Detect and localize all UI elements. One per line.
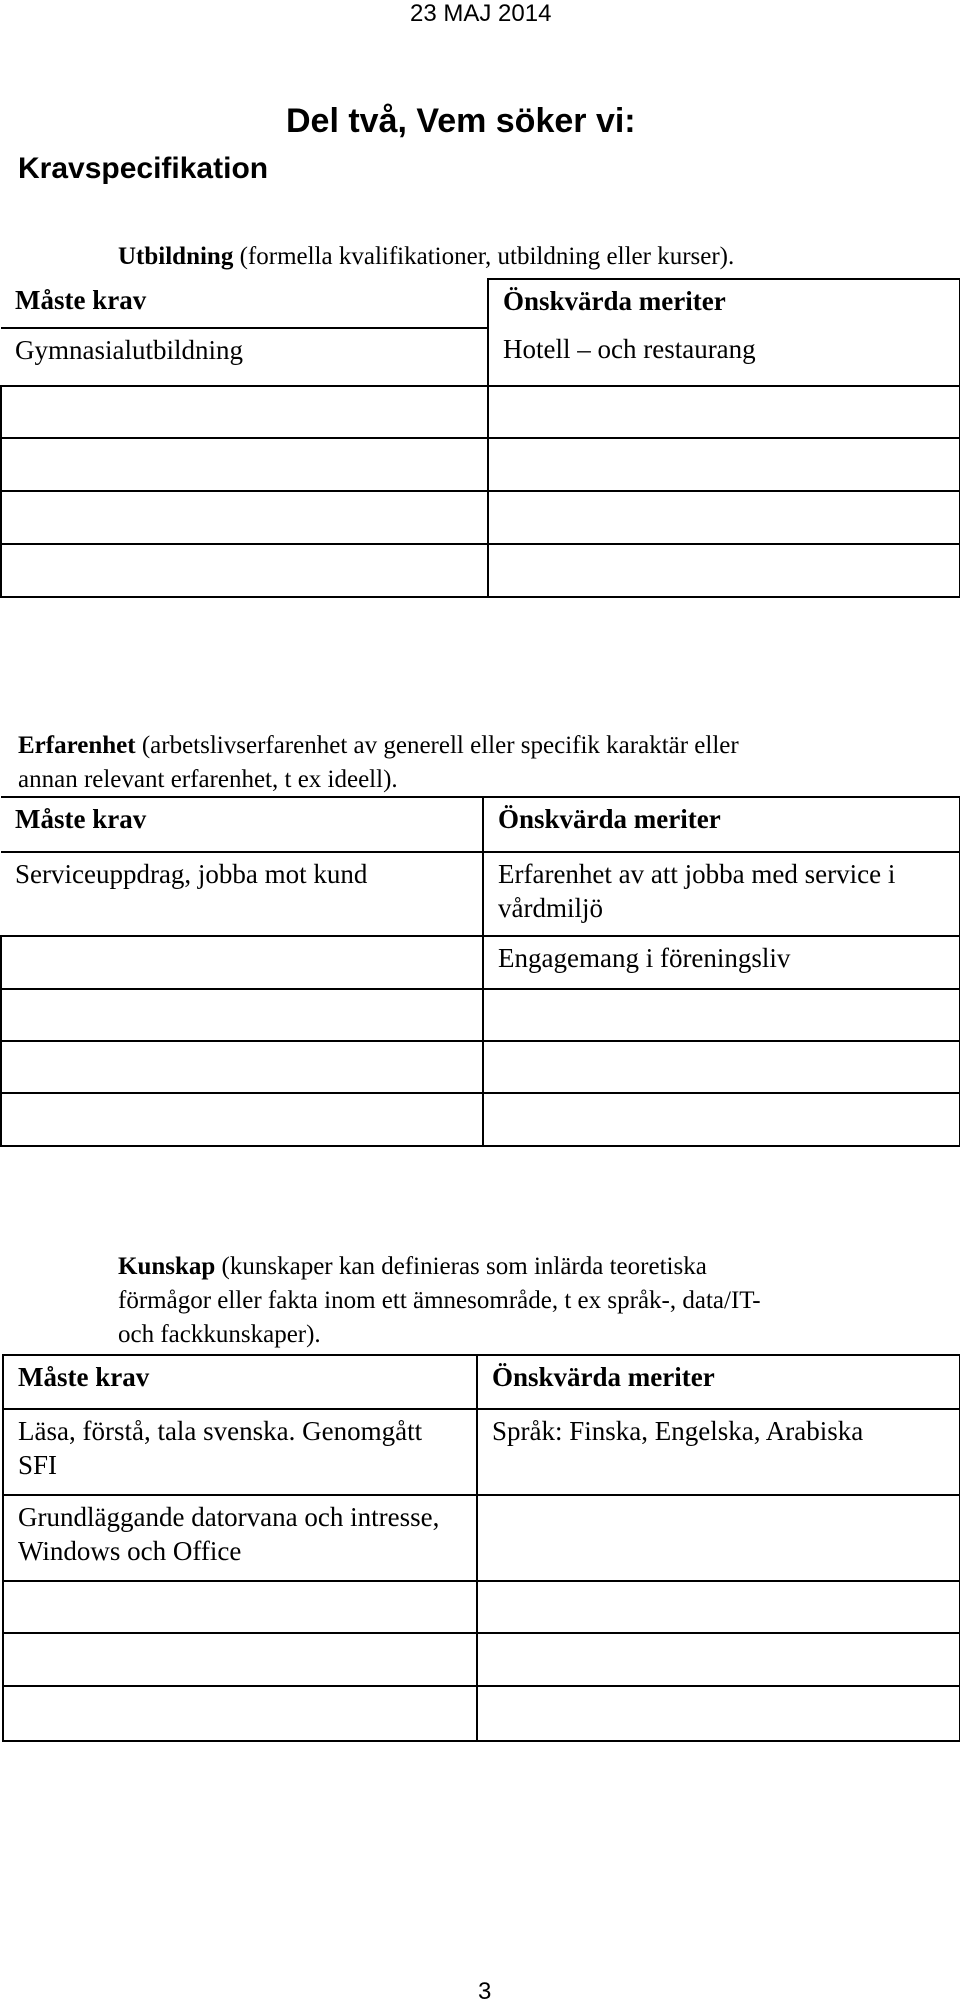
col-desired-header: Önskvärda meriter xyxy=(488,279,960,328)
erfarenhet-heading: Erfarenhet xyxy=(18,732,136,759)
desired-cell xyxy=(477,1686,960,1741)
col-required-header: Måste krav xyxy=(3,1355,477,1409)
utbildning-heading: Utbildning xyxy=(118,243,234,270)
required-cell xyxy=(1,438,488,491)
table-header-row xyxy=(1,279,960,328)
utbildning-table xyxy=(0,278,960,598)
table-row xyxy=(3,1686,960,1741)
required-cell: Gymnasialutbildning xyxy=(1,328,488,386)
table-row xyxy=(1,1041,960,1093)
required-cell xyxy=(1,1093,483,1146)
desired-cell: Hotell – och restaurang xyxy=(488,328,960,386)
required-cell xyxy=(1,936,483,989)
erfarenhet-description-line2: annan relevant erfarenhet, t ex ideell). xyxy=(18,766,398,793)
required-cell: Grundläggande datorvana och intresse, Windows och Office xyxy=(3,1495,477,1581)
col-required-header: Måste krav xyxy=(1,279,488,328)
desired-cell xyxy=(477,1495,960,1581)
table-header-row xyxy=(1,797,960,852)
desired-cell: Språk: Finska, Engelska, Arabiska xyxy=(477,1409,960,1495)
table-header-row xyxy=(3,1355,960,1409)
utbildning-description: (formella kvalifikationer, utbildning eller kurser). xyxy=(239,243,735,270)
table-row xyxy=(1,438,960,491)
desired-cell xyxy=(483,989,960,1041)
table-row xyxy=(1,989,960,1041)
table-row xyxy=(1,1093,960,1146)
required-cell xyxy=(1,544,488,597)
required-cell xyxy=(3,1686,477,1741)
required-cell xyxy=(1,386,488,438)
table-row xyxy=(3,1495,960,1581)
desired-cell xyxy=(488,438,960,491)
required-cell xyxy=(1,491,488,544)
table-row xyxy=(1,852,960,936)
kunskap-intro xyxy=(118,1250,761,1352)
kunskap-description-line2: förmågor eller fakta inom ett ämnesområde, t ex språk-, data/IT- xyxy=(118,1287,761,1314)
required-cell: Läsa, förstå, tala svenska. Genomgått SFI xyxy=(3,1409,477,1495)
desired-cell xyxy=(477,1633,960,1686)
utbildning-intro xyxy=(118,240,734,274)
table-row xyxy=(1,544,960,597)
required-cell xyxy=(3,1581,477,1633)
desired-cell xyxy=(477,1581,960,1633)
required-cell xyxy=(3,1633,477,1686)
required-cell: Serviceuppdrag, jobba mot kund xyxy=(1,852,483,936)
kunskap-description-line1: (kunskaper kan definieras som inlärda teoretiska xyxy=(221,1253,707,1280)
table-row xyxy=(1,386,960,438)
col-desired-header: Önskvärda meriter xyxy=(483,797,960,852)
table-row xyxy=(3,1409,960,1495)
desired-cell xyxy=(488,544,960,597)
desired-cell xyxy=(483,1093,960,1146)
erfarenhet-description-line1: (arbetslivserfarenhet av generell eller specifik karaktär eller xyxy=(141,732,739,759)
col-required-header: Måste krav xyxy=(1,797,483,852)
kunskap-description-line3: och fackkunskaper). xyxy=(118,1321,321,1348)
header-date: 23 MAJ 2014 xyxy=(410,0,552,27)
required-cell xyxy=(1,1041,483,1093)
table-row xyxy=(3,1633,960,1686)
desired-cell: Engagemang i föreningsliv xyxy=(483,936,960,989)
desired-cell xyxy=(488,386,960,438)
table-row xyxy=(1,491,960,544)
kunskap-heading: Kunskap xyxy=(118,1253,216,1280)
spec-title: Kravspecifikation xyxy=(18,152,269,185)
kunskap-table xyxy=(2,1354,960,1742)
desired-cell: Erfarenhet av att jobba med service i vårdmiljö xyxy=(483,852,960,936)
table-row xyxy=(3,1581,960,1633)
table-row xyxy=(1,936,960,989)
erfarenhet-table xyxy=(0,796,960,1147)
erfarenhet-intro xyxy=(18,729,739,797)
page-number: 3 xyxy=(478,1978,492,2005)
required-cell xyxy=(1,989,483,1041)
desired-cell xyxy=(488,491,960,544)
table-row xyxy=(1,328,960,386)
desired-cell xyxy=(483,1041,960,1093)
col-desired-header: Önskvärda meriter xyxy=(477,1355,960,1409)
part-title: Del två, Vem söker vi: xyxy=(286,102,636,140)
